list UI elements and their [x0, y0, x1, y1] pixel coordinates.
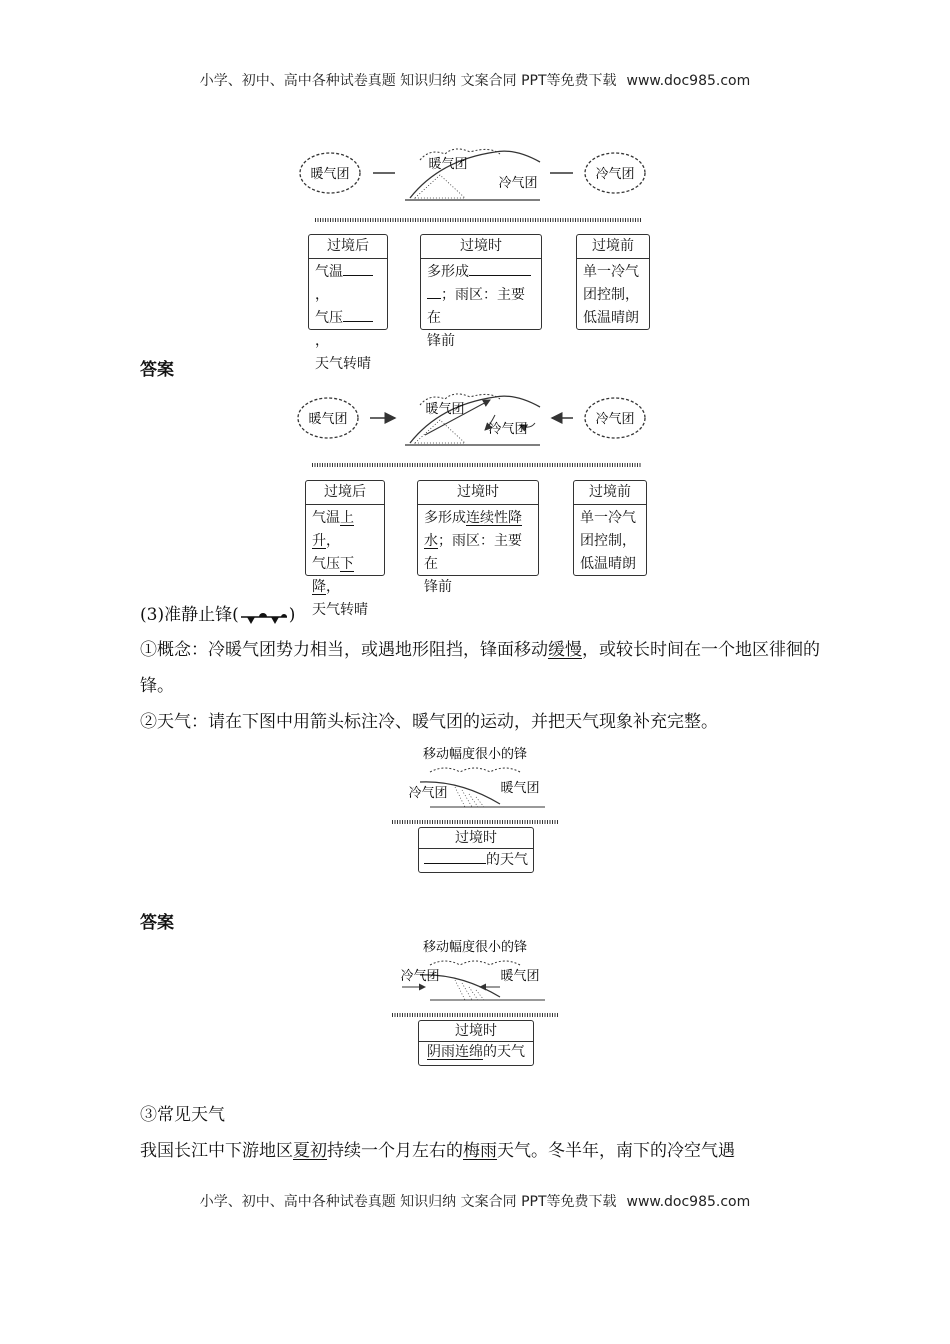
para-text-b: 持续一个月左右的: [327, 1141, 463, 1161]
page-footer: [0, 1191, 950, 1211]
stationary-front-diagram-question: [390, 742, 560, 827]
answer-label: 答案: [140, 913, 174, 933]
concept-text-b: ，或较长时间在一个地区徘徊的锋。: [140, 640, 820, 696]
common-weather-title: ③常见天气: [140, 1105, 225, 1125]
common-weather-para: [140, 1133, 820, 1169]
answer-early-summer: 夏初: [293, 1141, 327, 1161]
page-header: [0, 70, 950, 90]
box-suffix: 的天气: [486, 852, 528, 868]
cold-cloud-label: 冷气团: [595, 167, 635, 182]
temp-label: 气温: [312, 510, 340, 526]
line: 单一冷气: [583, 264, 639, 280]
comma: ，: [326, 579, 340, 595]
pressure-blank[interactable]: [343, 307, 373, 322]
box-title: 过境前: [577, 235, 649, 259]
weather-clear: 天气转晴: [315, 356, 371, 372]
concept-text-a: ①概念：冷暖气团势力相当，或遇地形阻挡，锋面移动: [140, 640, 548, 660]
stationary-front-diagram-answer: [390, 935, 560, 1020]
answer-label: 答案: [140, 360, 174, 380]
weather-answer: 阴雨连绵: [427, 1044, 483, 1060]
warm-air-label: 暖气团: [425, 402, 465, 417]
concept-answer: 缓慢: [548, 640, 582, 660]
stationary-front-icon: [239, 607, 289, 625]
cold-front-diagram-answer: [290, 385, 660, 475]
pressure-label: 气压: [312, 556, 340, 572]
line: 团控制，: [580, 533, 636, 549]
comma: ，: [315, 287, 329, 303]
warm-air-label: 暖气团: [428, 157, 468, 172]
cold-label: 冷气团: [408, 786, 448, 801]
pressure-label: 气压: [315, 310, 343, 326]
weather-clear: 天气转晴: [312, 602, 368, 618]
rain-area: ；雨区：主要在: [427, 287, 525, 326]
box-title: 过境前: [574, 481, 646, 505]
weather-blank[interactable]: [424, 849, 486, 864]
section3-concept: [140, 632, 820, 704]
stationary-box-q: [418, 827, 534, 873]
cold-air-label: 冷气团: [488, 422, 528, 437]
pressure-answer: 下降: [312, 556, 354, 595]
precip-answer: 连续性降: [466, 510, 522, 526]
cold-label: 冷气团: [400, 969, 440, 984]
stationary-front-sketch-answer: [390, 935, 560, 1020]
box-title: 过境后: [306, 481, 384, 505]
line: 团控制，: [583, 287, 639, 303]
stationary-box-a: [418, 1020, 534, 1066]
box-during-passing-a: [417, 480, 539, 595]
cold-cloud-label: 冷气团: [595, 412, 635, 427]
stationary-front-sketch: [390, 742, 560, 827]
footer-text: 小学、初中、高中各种试卷真题 知识归纳 文案合同 PPT等免费下载: [199, 1194, 617, 1210]
line: 低温晴朗: [583, 310, 639, 326]
form-label: 多形成: [424, 510, 466, 526]
front-before: 锋前: [427, 333, 455, 349]
cold-air-label: 冷气团: [498, 176, 538, 191]
header-text: 小学、初中、高中各种试卷真题 知识归纳 文案合同 PPT等免费下载: [199, 73, 617, 89]
para-text-c: 天气。冬半年，南下的冷空气遇: [497, 1141, 735, 1161]
comma: ，: [326, 533, 340, 549]
line: 低温晴朗: [580, 556, 636, 572]
box-title: 过境后: [309, 235, 387, 259]
section3-title-suffix: ): [288, 605, 296, 625]
precip-blank-cont[interactable]: [427, 284, 441, 299]
comma: ，: [315, 333, 329, 349]
box-title: 过境时: [419, 1021, 533, 1042]
box-title: 过境时: [418, 481, 538, 505]
cold-front-sketch-answer: [290, 385, 660, 475]
answer-meiyu: 梅雨: [463, 1141, 497, 1161]
cold-front-diagram-question: [290, 140, 660, 230]
box-after-passing-a: [305, 480, 385, 618]
section3-title: [140, 597, 820, 633]
precip-blank[interactable]: [469, 261, 531, 276]
warm-label: 暖气团: [500, 781, 540, 796]
form-label: 多形成: [427, 264, 469, 280]
box-before-passing-a: [573, 480, 647, 576]
temp-label: 气温: [315, 264, 343, 280]
precip-answer-cont: 水: [424, 533, 438, 549]
footer-url[interactable]: www.doc985.com: [626, 1194, 751, 1210]
box-title: 过境时: [421, 235, 541, 259]
warm-label: 暖气团: [500, 969, 540, 984]
temp-answer: 上升: [312, 510, 354, 549]
box-during-passing-q: [420, 234, 542, 349]
box-after-passing-q: [308, 234, 388, 372]
warm-cloud-label: 暖气团: [308, 412, 348, 427]
temp-blank[interactable]: [343, 261, 373, 276]
header-url[interactable]: www.doc985.com: [626, 73, 751, 89]
line: 单一冷气: [580, 510, 636, 526]
front-before: 锋前: [424, 579, 452, 595]
section3-weather: ②天气：请在下图中用箭头标注冷、暖气团的运动，并把天气现象补充完整。: [140, 712, 718, 732]
box-title: 过境时: [419, 828, 533, 849]
rain-area: ；雨区：主要在: [424, 533, 522, 572]
para-text-a: 我国长江中下游地区: [140, 1141, 293, 1161]
top-label: 移动幅度很小的锋: [422, 747, 528, 762]
top-label: 移动幅度很小的锋: [422, 940, 528, 955]
warm-cloud-label: 暖气团: [310, 167, 350, 182]
cold-front-sketch: [290, 140, 660, 230]
box-suffix: 的天气: [483, 1044, 525, 1060]
section3-title-prefix: (3)准静止锋(: [140, 605, 239, 625]
box-before-passing-q: [576, 234, 650, 330]
